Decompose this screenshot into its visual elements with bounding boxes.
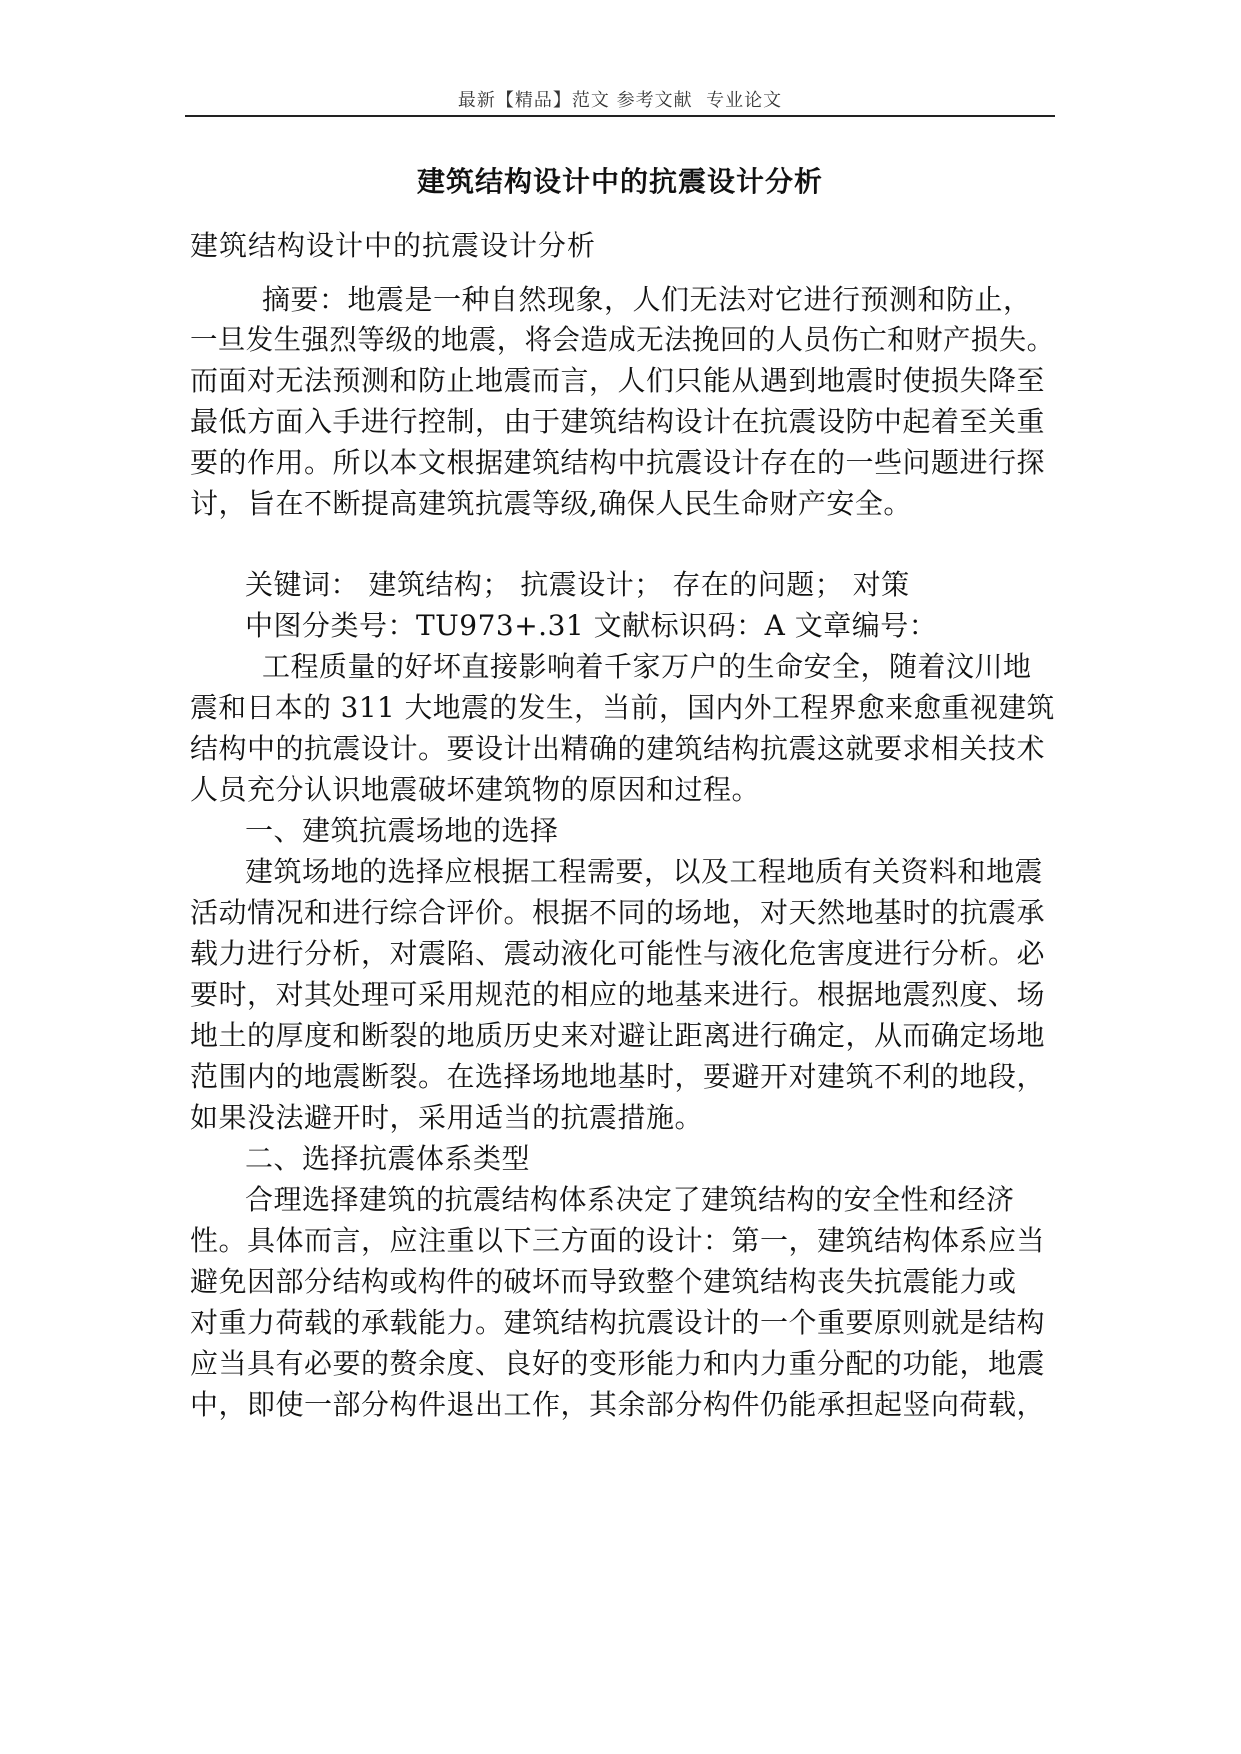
abstract-line: 最低方面入手进行控制，由于建筑结构设计在抗震设防中起着至关重 [190,405,1046,438]
classification-line: 中图分类号：TU973+.31 文献标识码：A 文章编号： [245,609,938,642]
body-line: 合理选择建筑的抗震结构体系决定了建筑结构的安全性和经济 [245,1183,1015,1216]
keywords-line: 关键词： 建筑结构； 抗震设计； 存在的问题； 对策 [245,568,910,601]
body-line: 建筑场地的选择应根据工程需要，以及工程地质有关资料和地震 [245,855,1044,888]
running-header: 最新【精品】范文 参考文献 专业论文 [457,90,783,111]
body-line: 要时，对其处理可采用规范的相应的地基来进行。根据地震烈度、场 [190,978,1046,1011]
abstract-line: 讨，旨在不断提高建筑抗震等级,确保人民生命财产安全。 [190,487,912,520]
body-line: 结构中的抗震设计。要设计出精确的建筑结构抗震这就要求相关技术 [190,732,1046,765]
body-line: 工程质量的好坏直接影响着千家万户的生命安全，随着汶川地 [262,650,1032,683]
body-line: 地土的厚度和断裂的地质历史来对避让距离进行确定，从而确定场地 [190,1019,1046,1052]
body-line: 范围内的地震断裂。在选择场地地基时，要避开对建筑不利的地段， [190,1060,1046,1093]
section-heading: 二、选择抗震体系类型 [245,1142,531,1175]
body-line: 应当具有必要的赘余度、良好的变形能力和内力重分配的功能，地震 [190,1347,1046,1380]
document-title: 建筑结构设计中的抗震设计分析 [416,165,823,198]
body-line: 震和日本的 311 大地震的发生，当前，国内外工程界愈来愈重视建筑 [190,691,1055,724]
body-line: 对重力荷载的承载能力。建筑结构抗震设计的一个重要原则就是结构 [190,1306,1046,1339]
body-line: 如果没法避开时，采用适当的抗震措施。 [190,1101,704,1134]
abstract-line: 要的作用。所以本文根据建筑结构中抗震设计存在的一些问题进行探 [190,446,1046,479]
body-line: 载力进行分析，对震陷、震动液化可能性与液化危害度进行分析。必 [190,937,1046,970]
document-subtitle: 建筑结构设计中的抗震设计分析 [190,229,597,262]
abstract-line: 一旦发生强烈等级的地震，将会造成无法挽回的人员伤亡和财产损失。 [190,323,1055,356]
body-line: 活动情况和进行综合评价。根据不同的场地，对天然地基时的抗震承 [190,896,1046,929]
abstract-line: 而面对无法预测和防止地震而言，人们只能从遇到地震时使损失降至 [190,364,1046,397]
body-line: 人员充分认识地震破坏建筑物的原因和过程。 [190,773,761,806]
body-line: 性。具体而言，应注重以下三方面的设计：第一，建筑结构体系应当 [190,1224,1046,1257]
header-divider [185,115,1055,117]
abstract-line: 摘要：地震是一种自然现象，人们无法对它进行预测和防止， [262,283,1032,316]
body-line: 中，即使一部分构件退出工作，其余部分构件仍能承担起竖向荷载， [190,1388,1046,1421]
body-line: 避免因部分结构或构件的破坏而导致整个建筑结构丧失抗震能力或 [190,1265,1017,1298]
section-heading: 一、建筑抗震场地的选择 [245,814,559,847]
